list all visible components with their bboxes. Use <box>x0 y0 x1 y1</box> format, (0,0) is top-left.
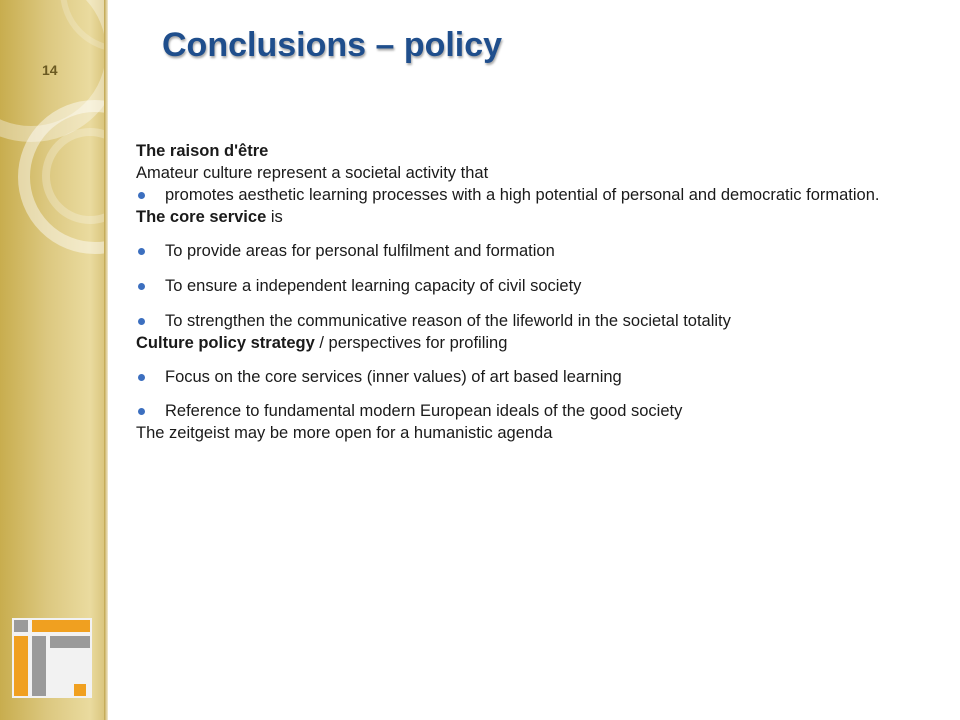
list-item-text: To strengthen the communicative reason of the lifeworld in the societal totality <box>165 312 731 330</box>
list-item <box>136 240 916 262</box>
round-bullet-icon <box>138 374 145 381</box>
core-heading <box>136 206 916 228</box>
ir-logo-icon <box>12 618 92 698</box>
slide-body <box>136 140 916 444</box>
list-item <box>136 275 916 297</box>
list-item <box>136 366 916 388</box>
slide-title: Conclusions – policy <box>162 26 503 64</box>
raison-heading: The raison d'être <box>136 142 269 160</box>
closing-text: The zeitgeist may be more open for a humanistic agenda <box>136 424 553 442</box>
round-bullet-icon <box>138 408 145 415</box>
core-list <box>136 240 916 332</box>
round-bullet-icon <box>138 318 145 325</box>
policy-list <box>136 366 916 422</box>
list-item <box>136 400 916 422</box>
policy-heading-rest: / perspectives for profiling <box>314 334 508 352</box>
list-item <box>136 184 916 206</box>
list-item-text: promotes aesthetic learning processes with a high potential of personal and democratic formation. <box>165 186 880 204</box>
slide-number: 14 <box>42 62 58 78</box>
raison-intro: Amateur culture represent a societal activity that <box>136 164 489 182</box>
round-bullet-icon <box>138 283 145 290</box>
round-bullet-icon <box>138 248 145 255</box>
list-item-text: To ensure a independent learning capacity of civil society <box>165 277 582 295</box>
core-heading-rest: is <box>266 208 283 226</box>
decorative-sidebar <box>0 0 106 720</box>
list-item-text: Reference to fundamental modern European ideals of the good society <box>165 402 683 420</box>
list-item-text: To provide areas for personal fulfilment and formation <box>165 242 555 260</box>
round-bullet-icon <box>138 192 145 199</box>
list-item <box>136 310 916 332</box>
list-item-text: Focus on the core services (inner values) of art based learning <box>165 368 622 386</box>
sidebar-divider <box>104 0 108 720</box>
core-heading-bold: The core service <box>136 208 267 226</box>
policy-heading-bold: Culture policy strategy <box>136 334 315 352</box>
policy-heading <box>136 332 916 354</box>
raison-list <box>136 184 916 206</box>
